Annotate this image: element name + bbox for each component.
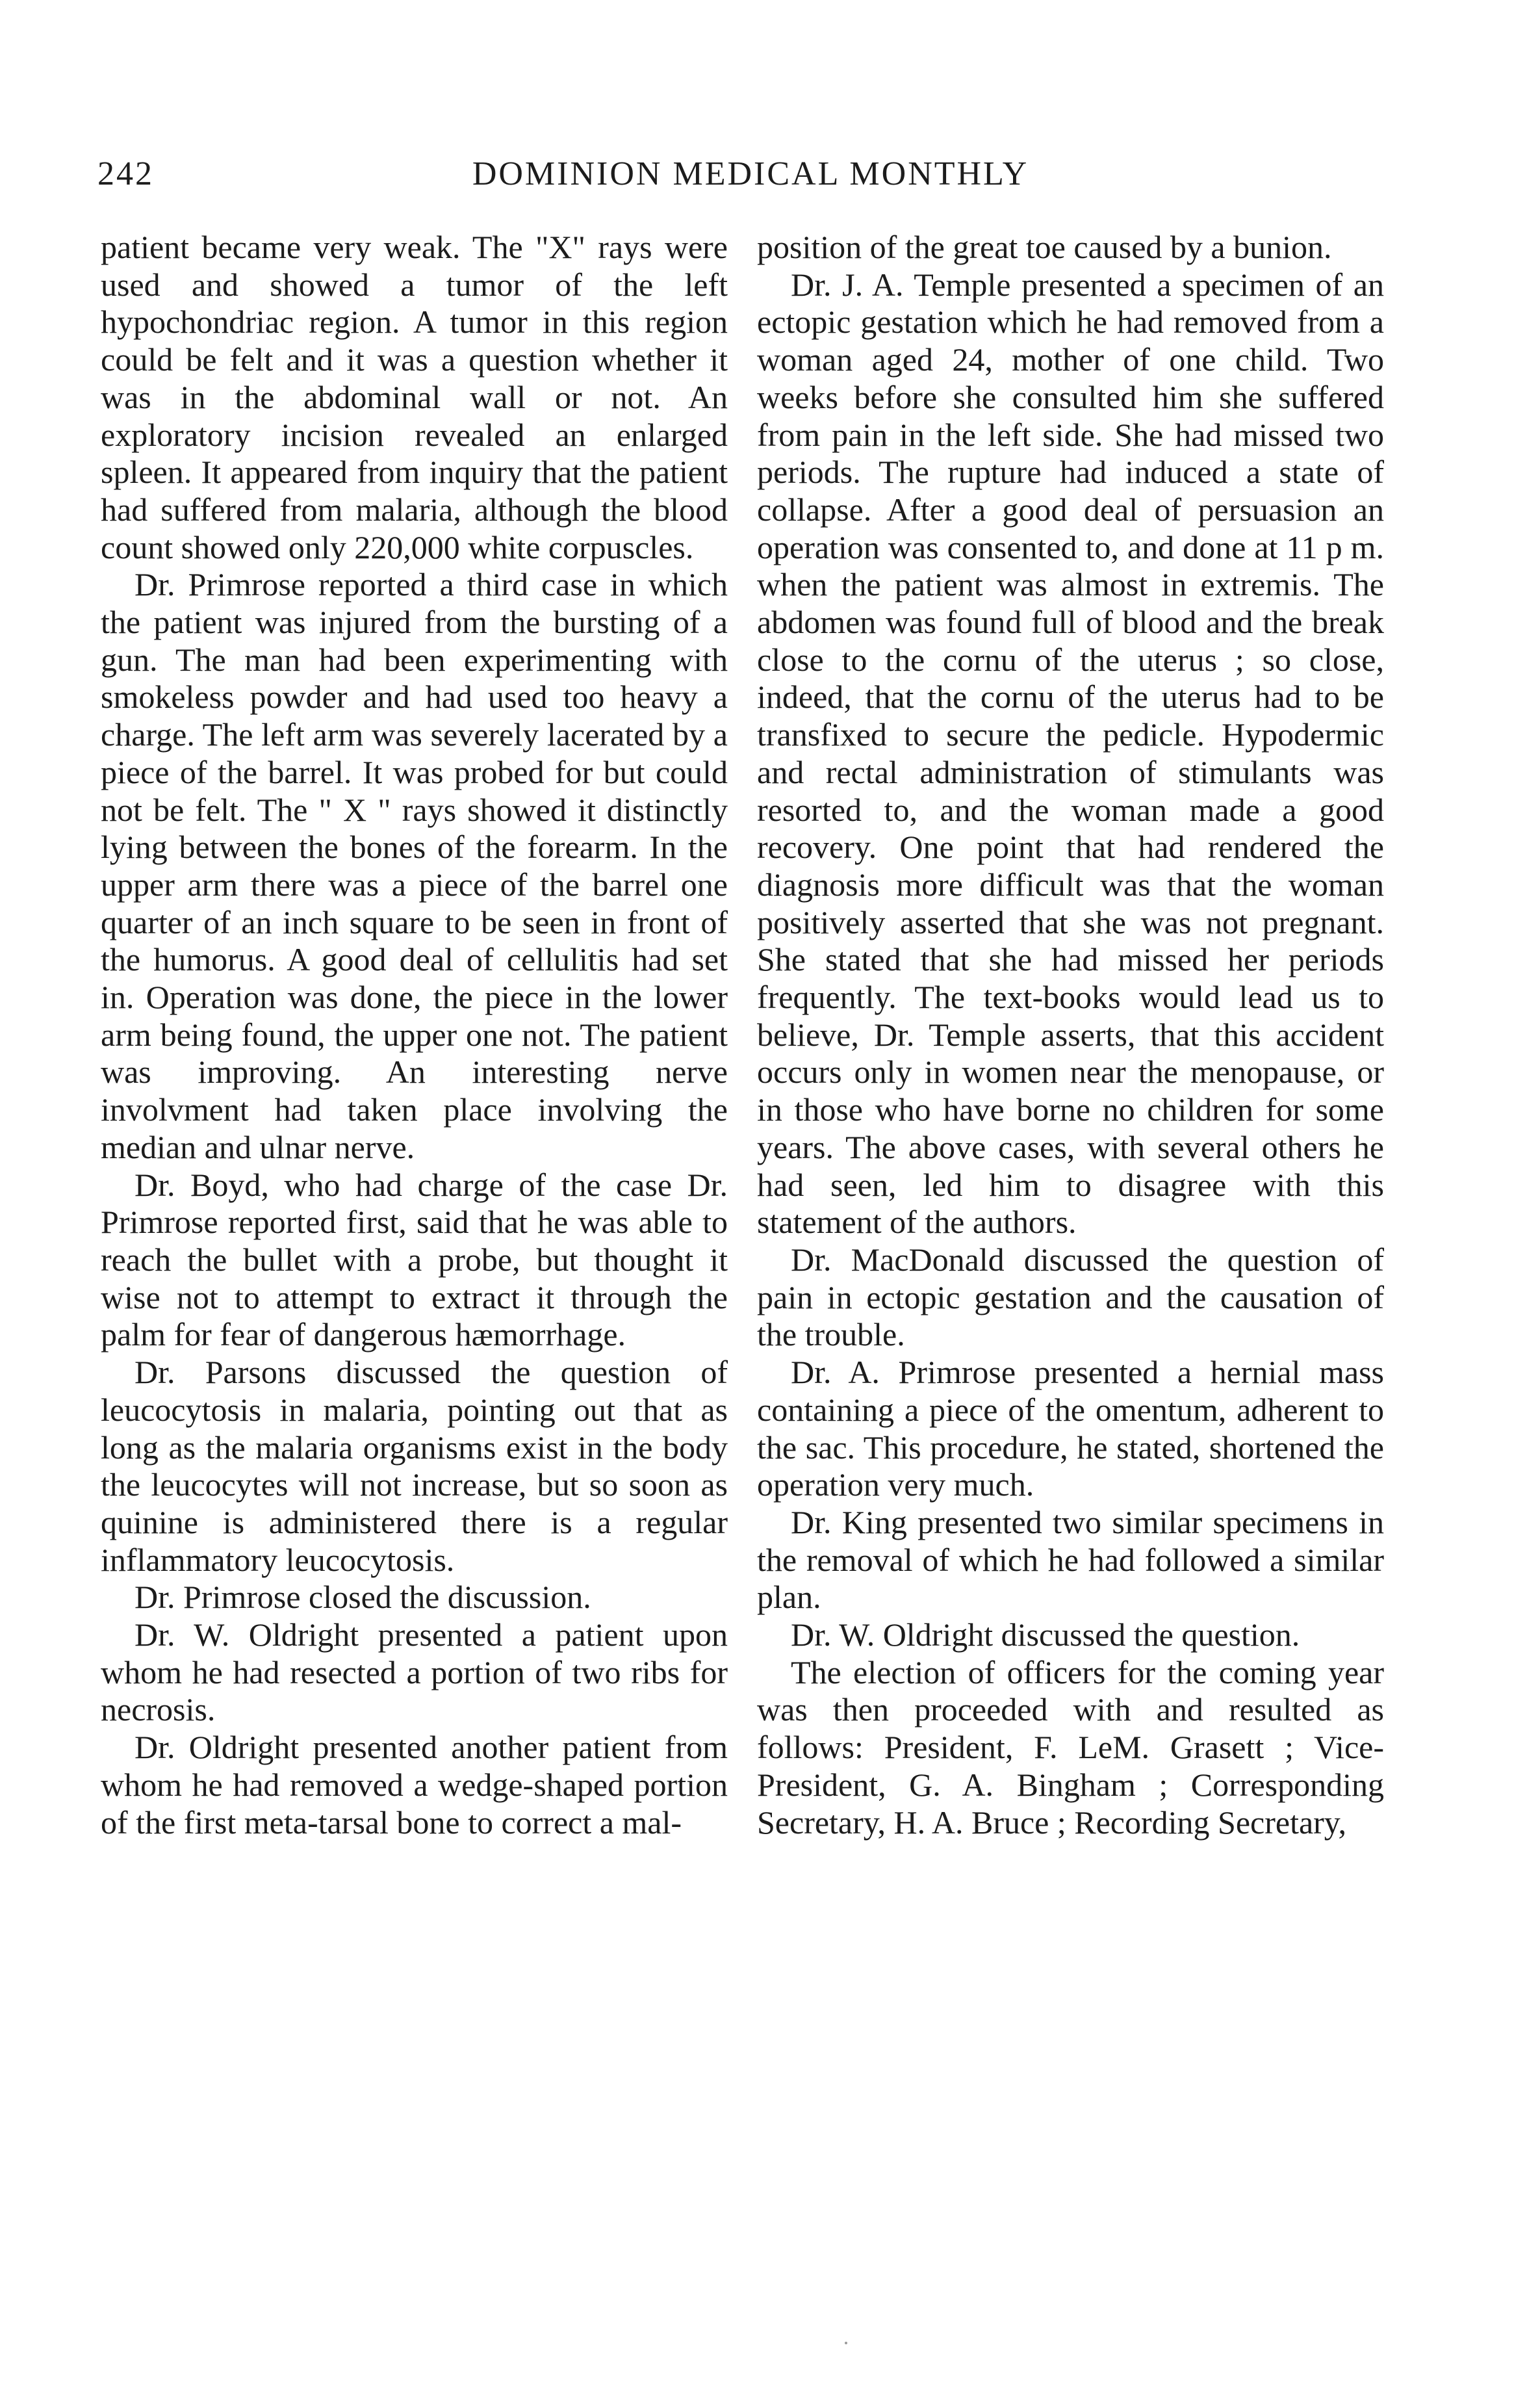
- paragraph-election-officers: The election of officers for the coming year was then proceeded with and resulted as follows: President, F. LeM. Grasett ; Vice-President, G. A. Bingham ; Corresponding Secretary, H. A. Bruce ; Recording Secretary,: [757, 1653, 1384, 1841]
- paragraph-primrose-hernial: Dr. A. Primrose presented a hernial mass containing a piece of the omentum, adherent to the sac. This procedure, he stated, shortened the operation very much.: [757, 1354, 1384, 1503]
- paragraph-bunion-continued: position of the great toe caused by a bunion.: [757, 229, 1332, 265]
- paragraph-temple-ectopic: Dr. J. A. Temple presented a specimen of an ectopic gestation which he had removed from a woman aged 24, mother of one child. Two weeks before she consulted him she suffered from pain in the left side. She had missed two periods. The rupture had induced a state of collapse. After a good deal of persuasion an operation was consented to, and done at 11 p m. when the patient was almost in extremis. The abdomen was found full of blood and the break close to the cornu of the uterus ; so close, indeed, that the cornu of the uterus had to be transfixed to secure the pedicle. Hypodermic and rectal administration of stimulants was resorted to, and the woman made a good recovery. One point that had rendered the diagnosis more difficult was that the woman positively asserted that she was not pregnant. She stated that she had missed her periods frequently. The text-books would lead us to believe, Dr. Temple asserts, that this accident occurs only in women near the menopause, or in those who have borne no children for some years. The above cases, with several others he had seen, led him to disagree with this statement of the authors.: [757, 266, 1384, 1241]
- paragraph-oldright-ribs: Dr. W. Oldright presented a patient upon whom he had resected a portion of two ribs for necrosis.: [101, 1616, 728, 1728]
- paragraph-primrose-closed: Dr. Primrose closed the discussion.: [135, 1579, 591, 1616]
- paragraph-oldright-discussed: Dr. W. Oldright discussed the question.: [791, 1616, 1300, 1653]
- paragraph-parsons: Dr. Parsons discussed the question of leucocytosis in malaria, pointing out that as long as the malaria organisms exist in the body the leucocytes will not increase, but so soon as quinine is administered there is a regular inflammatory leucocytosis.: [101, 1354, 728, 1578]
- left-column: [101, 229, 728, 1841]
- paragraph-macdonald: Dr. MacDonald discussed the question of pain in ectopic gestation and the causation of the trouble.: [757, 1241, 1384, 1353]
- paragraph-king: Dr. King presented two similar specimens in the removal of which he had followed a similar plan.: [757, 1503, 1384, 1616]
- paragraph-spleen-case-continued: patient became very weak. The "X" rays were used and showed a tumor of the left hypochondriac region. A tumor in this region could be felt and it was a question whether it was in the abdominal wall or not. An exploratory incision revealed an enlarged spleen. It appeared from inquiry that the patient had suffered from malaria, although the blood count showed only 220,000 white corpuscles.: [101, 229, 728, 565]
- right-column: [757, 229, 1384, 1841]
- running-head: [97, 155, 1404, 200]
- paragraph-oldright-metatarsal: Dr. Oldright presented another patient from whom he had removed a wedge-shaped portion of the first meta-tarsal bone to correct a mal-: [101, 1729, 728, 1841]
- paragraph-boyd: Dr. Boyd, who had charge of the case Dr. Primrose reported first, said that he was able to reach the bullet with a probe, but thought it wise not to attempt to extract it through the palm for fear of dangerous hæmorrhage.: [101, 1166, 728, 1353]
- journal-title: DOMINION MEDICAL MONTHLY: [472, 155, 1029, 192]
- paragraph-primrose-gun-case: Dr. Primrose reported a third case in which the patient was injured from the bursting of a gun. The man had been experimenting with smokeless powder and had used too heavy a charge. The left arm was severely lacerated by a piece of the barrel. It was probed for but could not be felt. The " X " rays showed it distinctly lying between the bones of the forearm. In the upper arm there was a piece of the barrel one quarter of an inch square to be seen in front of the humorus. A good deal of cellulitis had set in. Operation was done, the piece in the lower arm being found, the upper one not. The patient was improving. An interesting nerve involvment had taken place involving the median and ulnar nerve.: [101, 566, 728, 1165]
- page-number: 242: [97, 155, 154, 192]
- ink-speck: [845, 2342, 847, 2344]
